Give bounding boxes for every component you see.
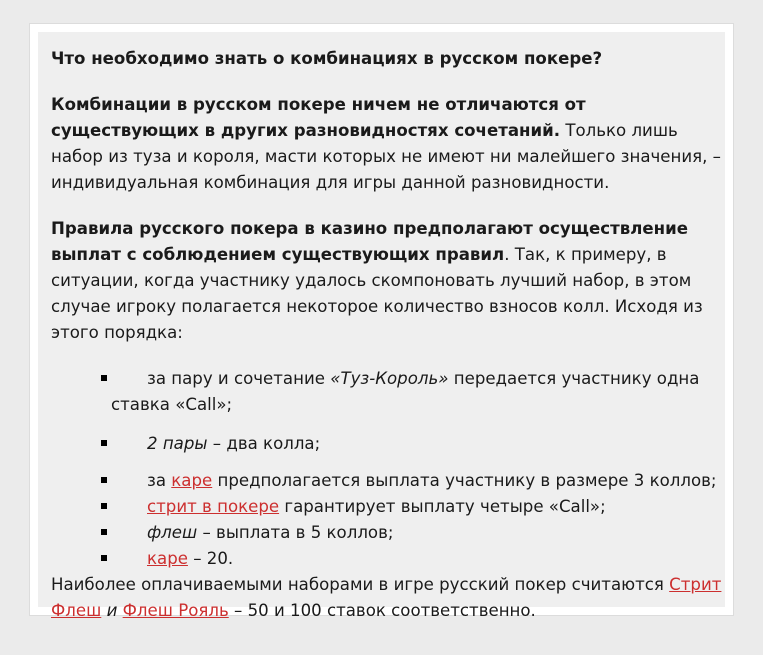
article-card — [29, 23, 734, 620]
paragraph-combinations-bold: Комбинации в русском покере ничем не отличаются от существующих в других разновидностях сочетаний. — [51, 95, 586, 140]
payout-list — [51, 366, 731, 572]
link-kare-2[interactable]: каре — [147, 549, 188, 568]
closing-text-a: Наиболее оплачиваемыми наборами в игре русский покер считаются — [51, 575, 670, 594]
link-straight-flush[interactable]: Стрит Флеш — [51, 575, 722, 620]
list-item-italic: 2 пары — [147, 434, 208, 453]
list-item-italic: флеш — [147, 523, 198, 542]
link-royal-flush[interactable]: Флеш Рояль — [122, 601, 229, 620]
bullet-icon — [101, 529, 107, 535]
bullet-icon — [101, 555, 107, 561]
list-item — [51, 520, 731, 546]
paragraph-closing — [51, 572, 731, 624]
list-item-text-b: – выплата в 5 коллов; — [197, 523, 394, 542]
list-item — [51, 366, 731, 418]
list-item-text-b: – два колла; — [207, 434, 321, 453]
paragraph-combinations-text: Только лишь набор из туза и короля, масти которых не имеют ни малейшего значения, – индивидуальная комбинация для игры данной разновидности. — [51, 121, 721, 192]
bullet-icon — [101, 477, 107, 483]
list-item-text-a: за — [147, 471, 172, 490]
paragraph-combinations — [51, 92, 731, 196]
closing-conjunction: и — [101, 601, 123, 620]
list-item-text-b: передается участнику одна ставка «Call»; — [111, 369, 700, 414]
list-item-text-b: предполагается выплата участнику в размере 3 коллов; — [212, 471, 717, 490]
closing-text-b: – 50 и 100 ставок соответственно. — [228, 601, 536, 620]
link-straight-in-poker[interactable]: стрит в покере — [147, 497, 280, 516]
list-item-text-b: гарантирует выплату четыре «Call»; — [279, 497, 606, 516]
article-content — [51, 46, 731, 624]
list-item-text-b: – 20. — [187, 549, 234, 568]
paragraph-rules-bold: Правила русского покера в казино предполагают осуществление выплат с соблюдением существующих правил — [51, 219, 688, 264]
list-item-text-a: за пару и сочетание — [147, 369, 331, 388]
paragraph-rules — [51, 216, 731, 346]
paragraph-rules-text: . Так, к примеру, в ситуации, когда участнику удалось скомпоновать лучший набор, в этом случае игроку полагается некоторое количество взносов колл. Исходя из этого порядка: — [51, 245, 703, 342]
bullet-icon — [101, 440, 107, 446]
list-item — [51, 546, 731, 572]
list-item-italic: «Туз-Король» — [330, 369, 449, 388]
list-item — [51, 468, 731, 494]
list-item — [51, 494, 731, 520]
article-panel — [38, 32, 725, 620]
article-heading: Что необходимо знать о комбинациях в русском покере? — [51, 49, 603, 68]
bullet-icon — [101, 503, 107, 509]
link-kare[interactable]: каре — [171, 471, 213, 490]
bullet-icon — [101, 375, 107, 381]
list-item — [51, 431, 731, 457]
